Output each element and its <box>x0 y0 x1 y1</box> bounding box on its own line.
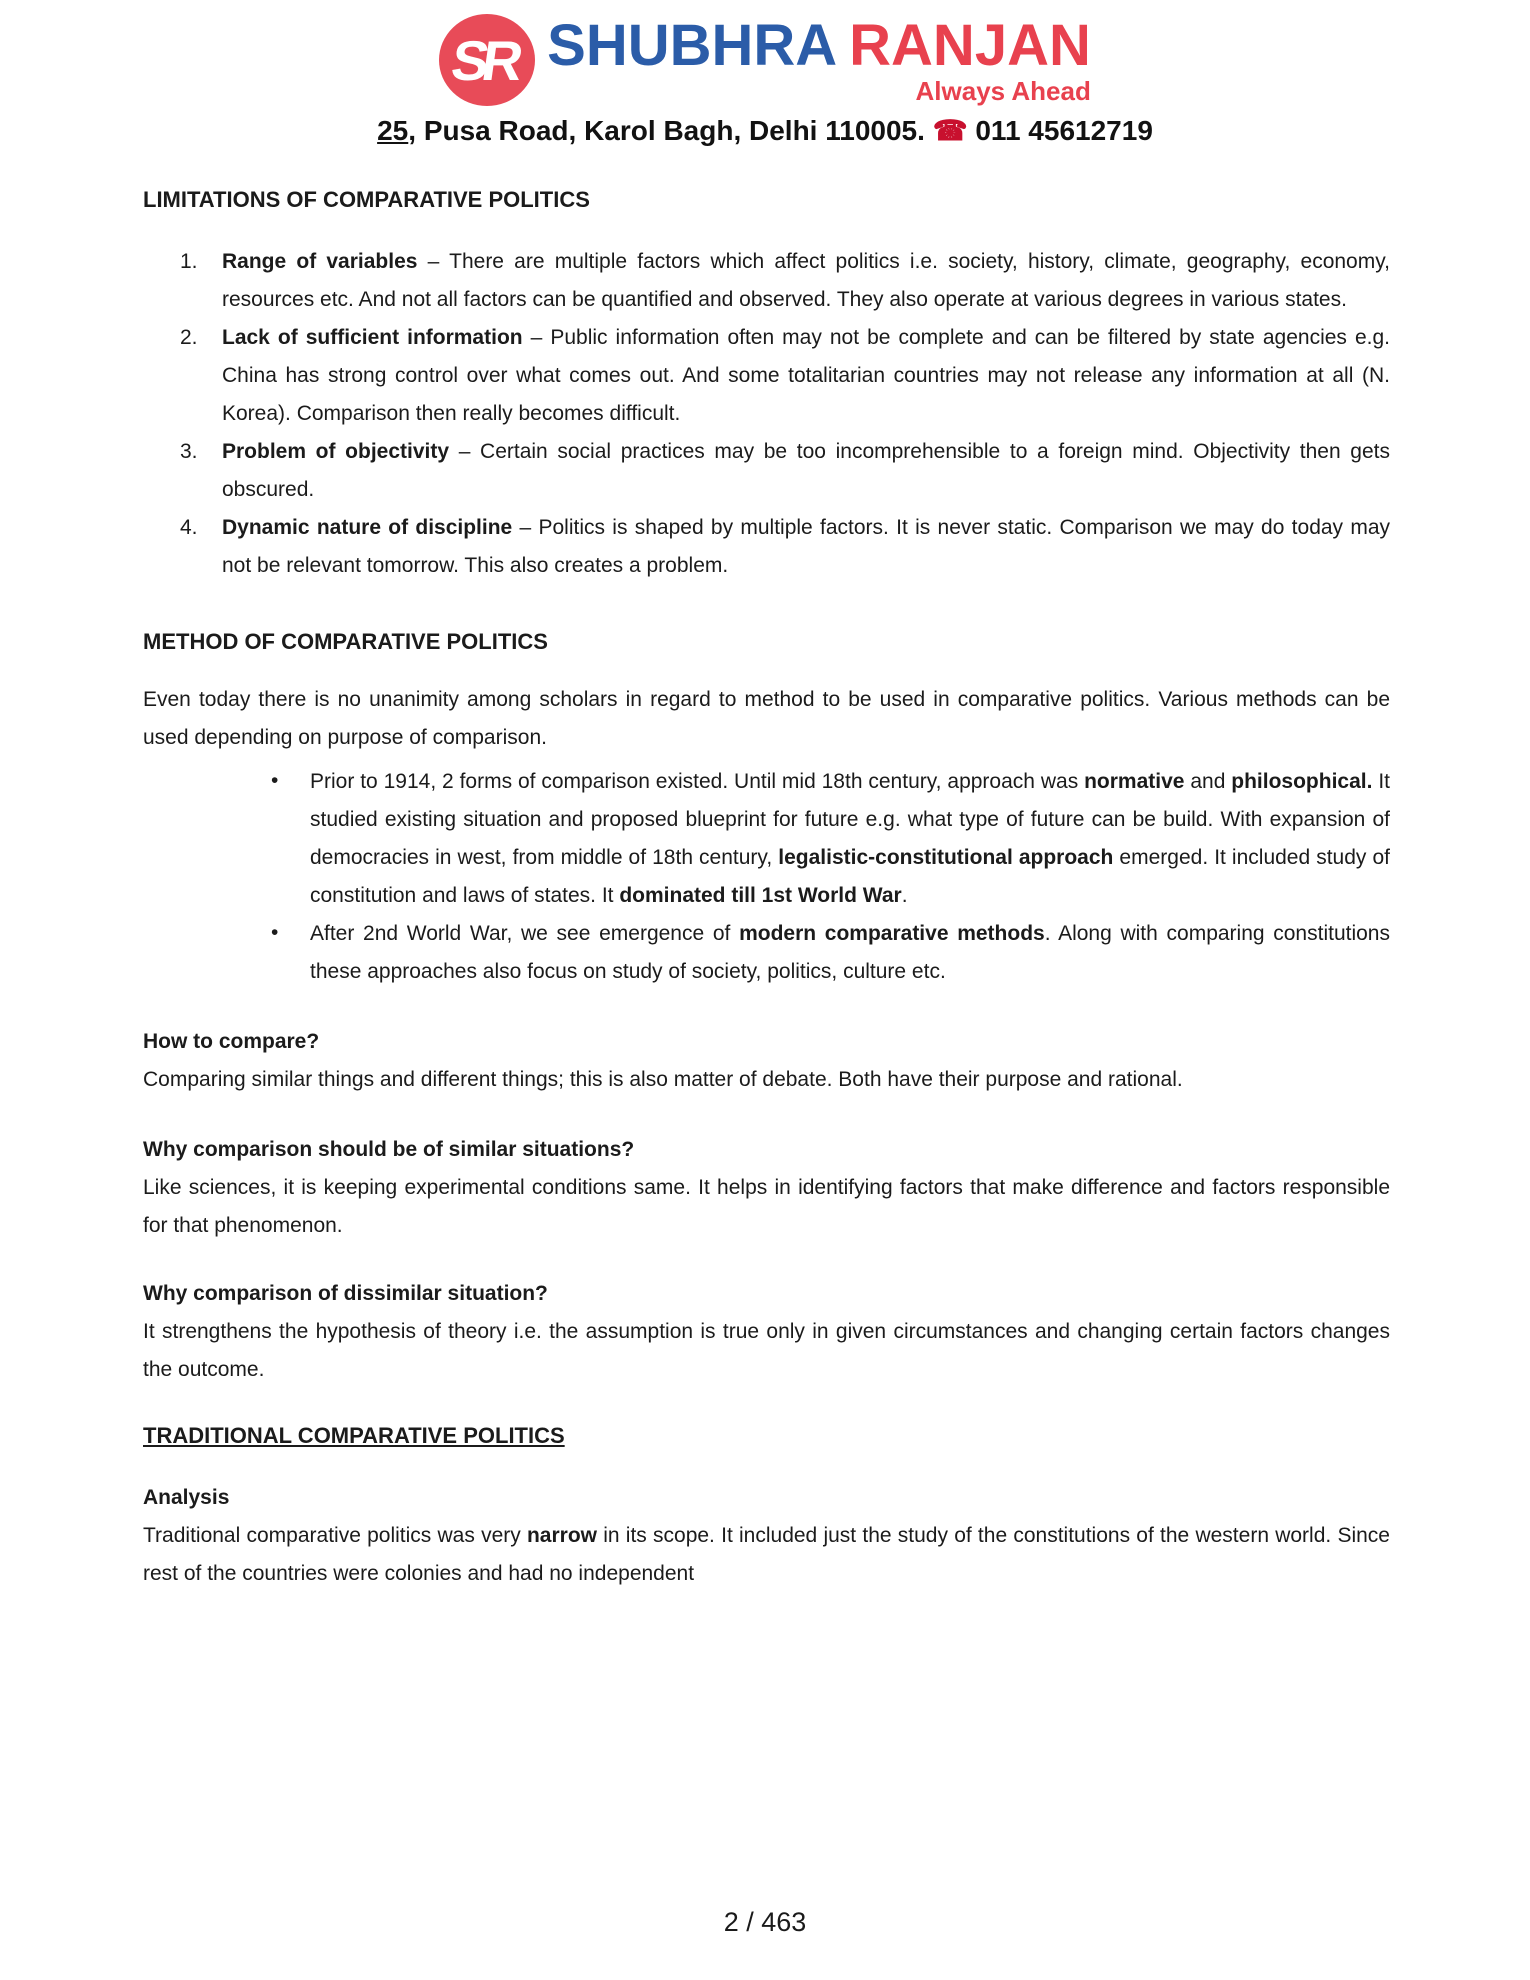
paragraph-how-to-compare: Comparing similar things and different things; this is also matter of debate. Both have their purpose and rational. <box>143 1068 1183 1091</box>
bullet-icon: • <box>271 921 279 944</box>
subheading-why-dissimilar: Why comparison of dissimilar situation? <box>143 1282 548 1305</box>
institute-logo <box>0 14 1530 106</box>
list-item <box>143 433 1390 509</box>
sr-monogram-icon <box>439 14 535 106</box>
item-text: Lack of sufficient information – Public information often may not be complete and can be filtered by state agencies e.g. China has strong control over what comes out. And some totalitarian countries may not release any information at all (N. Korea). Comparison then really becomes difficult. <box>222 326 1390 425</box>
letterhead <box>0 0 1530 147</box>
section-heading-limitations: LIMITATIONS OF COMPARATIVE POLITICS <box>143 187 590 212</box>
item-number: 4. <box>180 516 198 539</box>
numbered-list-limitations <box>143 243 1390 585</box>
section-heading-traditional: TRADITIONAL COMPARATIVE POLITICS <box>143 1423 565 1448</box>
sr-monogram-text: SR <box>447 28 520 92</box>
item-text: Dynamic nature of discipline – Politics is shaped by multiple factors. It is never static. Comparison we may do today may not be relevant tomorrow. This also creates a problem. <box>222 516 1391 577</box>
item-number: 1. <box>180 250 198 273</box>
brand-tagline: Always Ahead <box>915 76 1091 107</box>
item-text: Problem of objectivity – Certain social practices may be too incomprehensible to a foreign mind. Objectivity then gets obscured. <box>222 440 1390 501</box>
phone-number: 011 45612719 <box>975 115 1153 146</box>
method-intro-paragraph: Even today there is no unanimity among scholars in regard to method to be used in comparative politics. Various methods can be used depending on purpose of comparison. <box>143 688 1390 749</box>
brand-name-first: SHUBHRA <box>547 12 838 78</box>
section-heading-method: METHOD OF COMPARATIVE POLITICS <box>143 629 548 654</box>
address-text: , Pusa Road, Karol Bagh, Delhi 110005. <box>408 115 925 146</box>
brand-block <box>547 12 1091 107</box>
bullet-text: After 2nd World War, we see emergence of modern comparative methods. Along with comparing constitutions these approaches also focus on study of society, politics, culture etc. <box>310 922 1390 983</box>
subheading-why-similar: Why comparison should be of similar situations? <box>143 1138 635 1161</box>
paragraph-analysis: Traditional comparative politics was very narrow in its scope. It included just the study of the constitutions of the western world. Since rest of the countries were colonies and had no independent <box>143 1524 1390 1585</box>
list-item <box>143 509 1390 585</box>
list-item <box>143 319 1390 433</box>
item-number: 2. <box>180 326 198 349</box>
bullet-item <box>143 763 1390 915</box>
brand-name <box>547 12 1091 78</box>
page-footer <box>0 1907 1530 1938</box>
brand-name-second: RANJAN <box>849 12 1091 78</box>
document-body <box>143 181 1390 1593</box>
institute-address <box>0 114 1530 147</box>
bullet-item <box>143 915 1390 991</box>
paragraph-why-similar: Like sciences, it is keeping experimental conditions same. It helps in identifying factors that make difference and factors responsible for that phenomenon. <box>143 1176 1390 1237</box>
bullet-text: Prior to 1914, 2 forms of comparison existed. Until mid 18th century, approach was normative and philosophical. It studied existing situation and proposed blueprint for future e.g. what type of future can be build. With expansion of democracies in west, from middle of 18th century, legalistic-constitutional approach emerged. It included study of constitution and laws of states. It dominated till 1st World War. <box>310 770 1390 907</box>
bullet-list-method <box>143 763 1390 991</box>
page-number: 2 / 463 <box>723 1907 807 1937</box>
subheading-analysis: Analysis <box>143 1486 230 1509</box>
bullet-icon: • <box>271 769 279 792</box>
item-text: Range of variables – There are multiple factors which affect politics i.e. society, history, climate, geography, economy, resources etc. And not all factors can be quantified and observed. They also operate at various degrees in various states. <box>222 250 1391 311</box>
address-number: 25 <box>377 115 409 146</box>
list-item <box>143 243 1390 319</box>
subheading-how-to-compare: How to compare? <box>143 1030 320 1053</box>
item-number: 3. <box>180 440 198 463</box>
phone-icon: ☎ <box>932 115 968 146</box>
paragraph-why-dissimilar: It strengthens the hypothesis of theory i.e. the assumption is true only in given circumstances and changing certain factors changes the outcome. <box>143 1320 1390 1381</box>
